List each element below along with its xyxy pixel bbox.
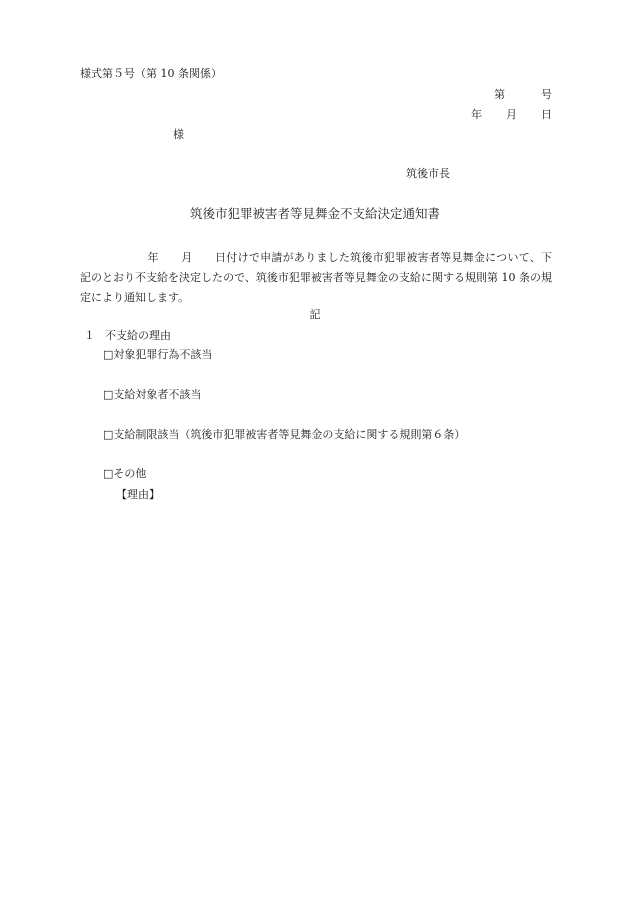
option-target-crime-not-applicable: □対象犯罪行為不該当 <box>103 348 213 361</box>
option-other: □その他 <box>103 467 147 480</box>
date-month-label: 月 <box>506 108 517 121</box>
document-title: 筑後市犯罪被害者等見舞金不支給決定通知書 <box>189 206 440 221</box>
date-year-label: 年 <box>471 108 482 121</box>
document-number-label: 第 <box>494 88 505 101</box>
ki-marker: 記 <box>309 308 321 321</box>
section-number: １ <box>84 329 95 342</box>
notice-body: 年 月 日付けで申請がありました筑後市犯罪被害者等見舞金について、下記のとおり不支給を決定したので、筑後市犯罪被害者等見舞金の支給に関する規則第 10 条の規定により通知します。 <box>80 251 552 304</box>
document-number-suffix: 号 <box>541 88 552 101</box>
reason-label: 【理由】 <box>116 488 160 501</box>
recipient-honorific: 様 <box>173 128 184 141</box>
form-number: 様式第５号（第 10 条関係） <box>80 67 222 80</box>
issuer-name: 筑後市長 <box>406 167 450 180</box>
option-eligible-person-not-applicable: □支給対象者不該当 <box>103 388 202 401</box>
section-label: 不支給の理由 <box>105 329 171 342</box>
option-payment-restriction: □支給制限該当（筑後市犯罪被害者等見舞金の支給に関する規則第６条） <box>103 428 466 441</box>
date-day-label: 日 <box>541 108 552 121</box>
